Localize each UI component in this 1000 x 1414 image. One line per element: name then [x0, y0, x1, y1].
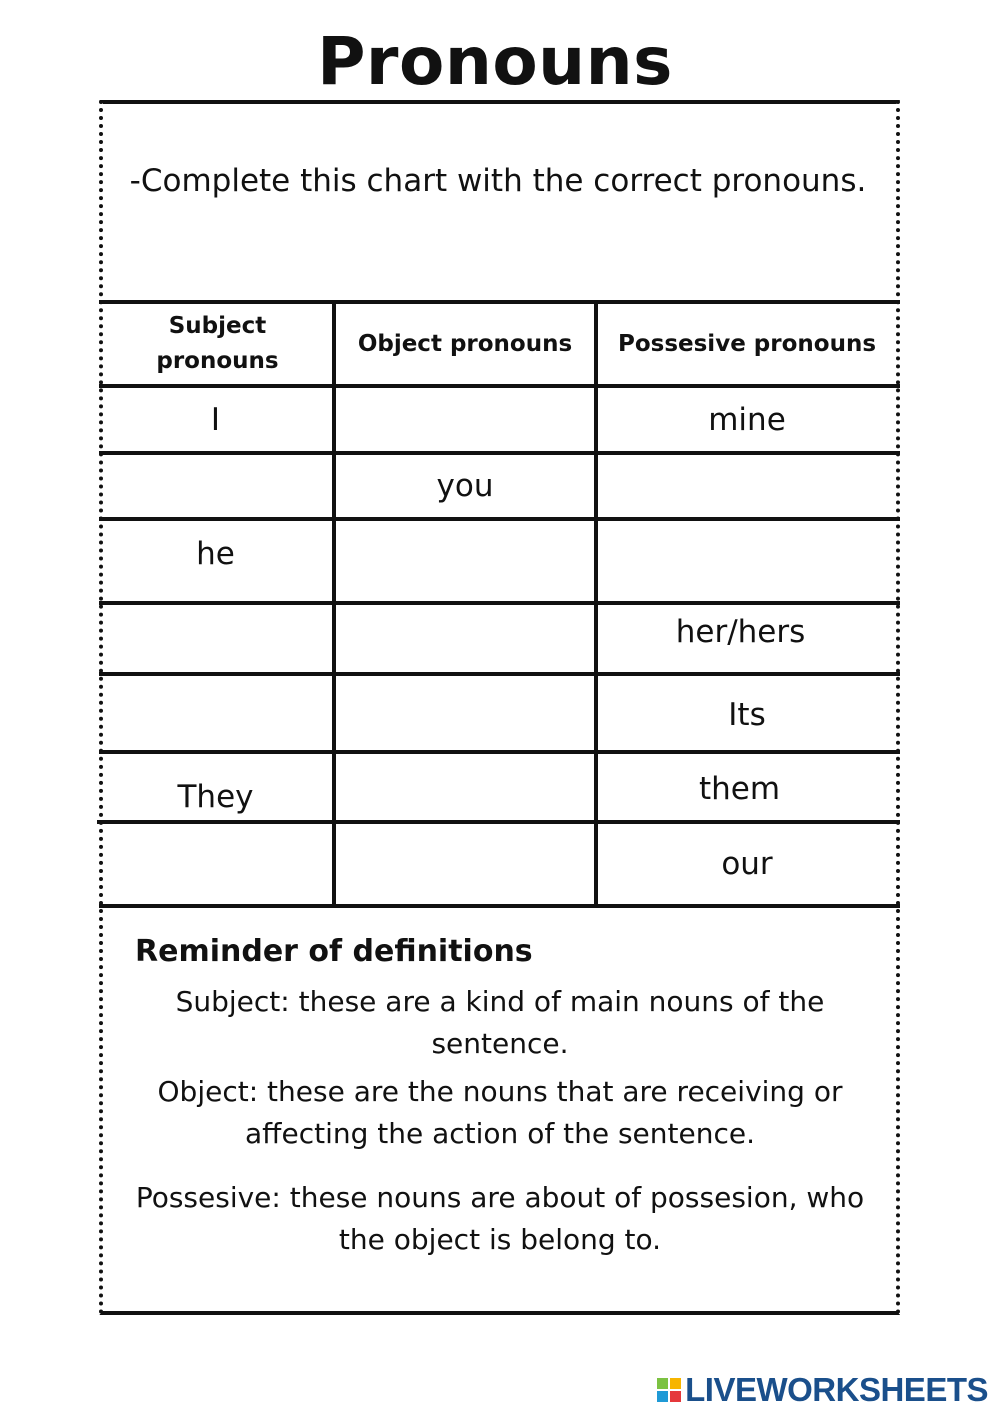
table-cell[interactable]: [336, 754, 594, 820]
table-cell[interactable]: [336, 388, 594, 451]
liveworksheets-brand: [657, 1371, 988, 1409]
definition-possessive: Possesive: these nouns are about of possesion, who the object is belong to.: [135, 1181, 865, 1256]
table-cell[interactable]: [336, 824, 594, 904]
page-title: Pronouns: [317, 23, 673, 100]
header-possesive-pronouns: Possesive pronouns: [617, 330, 877, 357]
table-cell[interactable]: [336, 605, 594, 672]
header-object-pronouns: Object pronouns: [357, 330, 573, 357]
logo-square: [657, 1391, 668, 1402]
table-cell[interactable]: [103, 676, 328, 750]
definition-subject: Subject: these are a kind of main nouns of the sentence.: [175, 985, 825, 1060]
table-cell[interactable]: [336, 676, 594, 750]
table-cell: our: [721, 846, 773, 882]
liveworksheets-logo-icon: [657, 1378, 681, 1402]
table-cell: them: [698, 771, 781, 807]
instruction-text: -Complete this chart with the correct pronouns.: [129, 163, 867, 199]
table-cell[interactable]: [103, 455, 328, 517]
table-cell[interactable]: [598, 521, 896, 601]
table-cell[interactable]: [598, 455, 896, 517]
header-subject-pronouns: Subject pronouns: [156, 313, 279, 374]
table-cell: you: [436, 468, 494, 504]
logo-square: [670, 1391, 681, 1402]
definition-object: Object: these are the nouns that are receiving or affecting the action of the sentence.: [157, 1075, 843, 1150]
table-cell: mine: [708, 401, 786, 438]
table-cell: he: [196, 536, 235, 572]
table-cell[interactable]: [103, 824, 328, 904]
table-cell: her/hers: [675, 614, 806, 650]
logo-square: [657, 1378, 668, 1389]
table-cell: Its: [728, 697, 766, 733]
table-cell[interactable]: [103, 605, 328, 672]
definitions-heading: Reminder of definitions: [135, 934, 533, 969]
table-cell[interactable]: [336, 521, 594, 601]
brand-text: LIVEWORKSHEETS: [685, 1371, 988, 1408]
table-cell: I: [210, 401, 221, 438]
table-line: [99, 904, 900, 908]
logo-square: [670, 1378, 681, 1389]
table-cell: They: [177, 779, 254, 815]
